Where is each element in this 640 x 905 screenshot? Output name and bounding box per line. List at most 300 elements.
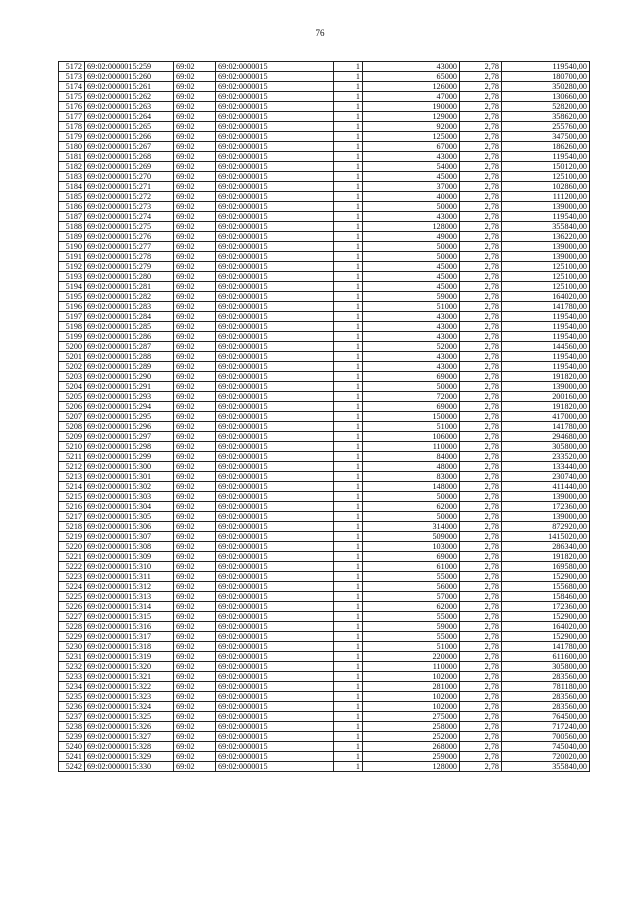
table-row	[59, 192, 590, 202]
cell-quarter-code: 69:02:0000015	[216, 192, 334, 202]
cell-area: 45000	[363, 282, 460, 292]
cell-row-index: 5179	[59, 132, 85, 142]
cell-row-index: 5241	[59, 752, 85, 762]
cell-rate: 2,78	[460, 432, 502, 442]
cell-cadastral-number: 69:02:0000015:308	[85, 542, 174, 552]
cell-cadastral-value: 347500,00	[502, 132, 590, 142]
cell-cadastral-value: 158460,00	[502, 592, 590, 602]
cell-row-index: 5192	[59, 262, 85, 272]
cell-quarter-code: 69:02:0000015	[216, 442, 334, 452]
cell-district-code: 69:02	[174, 202, 216, 212]
table-row	[59, 102, 590, 112]
cell-row-index: 5226	[59, 602, 85, 612]
cell-parcel-count: 1	[334, 512, 363, 522]
cell-row-index: 5205	[59, 392, 85, 402]
cell-area: 252000	[363, 732, 460, 742]
cell-area: 72000	[363, 392, 460, 402]
cell-row-index: 5207	[59, 412, 85, 422]
cell-area: 69000	[363, 372, 460, 382]
cell-cadastral-number: 69:02:0000015:321	[85, 672, 174, 682]
cell-row-index: 5230	[59, 642, 85, 652]
cell-rate: 2,78	[460, 562, 502, 572]
cell-rate: 2,78	[460, 362, 502, 372]
table-row	[59, 652, 590, 662]
cell-parcel-count: 1	[334, 472, 363, 482]
cell-area: 50000	[363, 382, 460, 392]
cell-quarter-code: 69:02:0000015	[216, 242, 334, 252]
cell-cadastral-number: 69:02:0000015:288	[85, 352, 174, 362]
cell-cadastral-number: 69:02:0000015:278	[85, 252, 174, 262]
cell-row-index: 5215	[59, 492, 85, 502]
cell-area: 102000	[363, 672, 460, 682]
cell-rate: 2,78	[460, 142, 502, 152]
cell-quarter-code: 69:02:0000015	[216, 632, 334, 642]
cell-row-index: 5233	[59, 672, 85, 682]
cell-rate: 2,78	[460, 222, 502, 232]
cell-quarter-code: 69:02:0000015	[216, 532, 334, 542]
cell-cadastral-number: 69:02:0000015:282	[85, 292, 174, 302]
cell-parcel-count: 1	[334, 592, 363, 602]
table-row	[59, 692, 590, 702]
cell-cadastral-value: 294680,00	[502, 432, 590, 442]
table-row	[59, 342, 590, 352]
cell-cadastral-number: 69:02:0000015:301	[85, 472, 174, 482]
cell-parcel-count: 1	[334, 402, 363, 412]
cell-rate: 2,78	[460, 622, 502, 632]
cell-parcel-count: 1	[334, 182, 363, 192]
cell-rate: 2,78	[460, 672, 502, 682]
table-row	[59, 322, 590, 332]
cell-quarter-code: 69:02:0000015	[216, 332, 334, 342]
cell-cadastral-number: 69:02:0000015:267	[85, 142, 174, 152]
cell-cadastral-number: 69:02:0000015:299	[85, 452, 174, 462]
cell-cadastral-value: 119540,00	[502, 312, 590, 322]
cell-area: 55000	[363, 632, 460, 642]
table-row	[59, 362, 590, 372]
table-row	[59, 592, 590, 602]
cell-cadastral-value: 152900,00	[502, 572, 590, 582]
cell-cadastral-number: 69:02:0000015:266	[85, 132, 174, 142]
cell-area: 43000	[363, 312, 460, 322]
cell-cadastral-value: 111200,00	[502, 192, 590, 202]
cell-cadastral-value: 355840,00	[502, 762, 590, 772]
cell-parcel-count: 1	[334, 112, 363, 122]
cell-cadastral-value: 191820,00	[502, 402, 590, 412]
cell-rate: 2,78	[460, 232, 502, 242]
cell-area: 51000	[363, 422, 460, 432]
cell-row-index: 5177	[59, 112, 85, 122]
cell-district-code: 69:02	[174, 512, 216, 522]
cell-cadastral-value: 528200,00	[502, 102, 590, 112]
cell-cadastral-value: 700560,00	[502, 732, 590, 742]
cell-row-index: 5200	[59, 342, 85, 352]
cell-district-code: 69:02	[174, 542, 216, 552]
cell-rate: 2,78	[460, 132, 502, 142]
cell-cadastral-value: 191820,00	[502, 372, 590, 382]
table-row	[59, 552, 590, 562]
cell-quarter-code: 69:02:0000015	[216, 182, 334, 192]
cell-cadastral-value: 717240,00	[502, 722, 590, 732]
cell-area: 509000	[363, 532, 460, 542]
cell-row-index: 5197	[59, 312, 85, 322]
cell-rate: 2,78	[460, 712, 502, 722]
cell-row-index: 5199	[59, 332, 85, 342]
cell-row-index: 5231	[59, 652, 85, 662]
cell-quarter-code: 69:02:0000015	[216, 612, 334, 622]
cell-row-index: 5219	[59, 532, 85, 542]
cell-area: 50000	[363, 202, 460, 212]
cell-cadastral-value: 230740,00	[502, 472, 590, 482]
cell-cadastral-value: 139000,00	[502, 512, 590, 522]
cell-row-index: 5198	[59, 322, 85, 332]
cell-rate: 2,78	[460, 542, 502, 552]
table-row	[59, 62, 590, 72]
cell-area: 57000	[363, 592, 460, 602]
cell-district-code: 69:02	[174, 462, 216, 472]
cell-row-index: 5203	[59, 372, 85, 382]
cell-rate: 2,78	[460, 372, 502, 382]
cell-quarter-code: 69:02:0000015	[216, 172, 334, 182]
cell-area: 52000	[363, 342, 460, 352]
cell-parcel-count: 1	[334, 132, 363, 142]
cell-area: 83000	[363, 472, 460, 482]
cell-parcel-count: 1	[334, 682, 363, 692]
cell-row-index: 5239	[59, 732, 85, 742]
cell-quarter-code: 69:02:0000015	[216, 602, 334, 612]
table-row	[59, 482, 590, 492]
cell-area: 45000	[363, 272, 460, 282]
cell-quarter-code: 69:02:0000015	[216, 112, 334, 122]
cell-cadastral-number: 69:02:0000015:303	[85, 492, 174, 502]
table-row	[59, 762, 590, 772]
table-row	[59, 372, 590, 382]
cell-rate: 2,78	[460, 502, 502, 512]
table-row	[59, 162, 590, 172]
cell-district-code: 69:02	[174, 502, 216, 512]
cell-cadastral-number: 69:02:0000015:319	[85, 652, 174, 662]
cell-quarter-code: 69:02:0000015	[216, 142, 334, 152]
cell-quarter-code: 69:02:0000015	[216, 412, 334, 422]
cell-rate: 2,78	[460, 602, 502, 612]
cell-area: 92000	[363, 122, 460, 132]
cell-district-code: 69:02	[174, 162, 216, 172]
cell-cadastral-number: 69:02:0000015:298	[85, 442, 174, 452]
table-row	[59, 422, 590, 432]
cell-cadastral-number: 69:02:0000015:281	[85, 282, 174, 292]
cell-quarter-code: 69:02:0000015	[216, 232, 334, 242]
table-row	[59, 352, 590, 362]
cell-area: 190000	[363, 102, 460, 112]
cell-cadastral-number: 69:02:0000015:283	[85, 302, 174, 312]
cell-parcel-count: 1	[334, 162, 363, 172]
cell-area: 43000	[363, 332, 460, 342]
cell-cadastral-value: 720020,00	[502, 752, 590, 762]
table-row	[59, 752, 590, 762]
table-row	[59, 562, 590, 572]
table-row	[59, 232, 590, 242]
cell-cadastral-number: 69:02:0000015:304	[85, 502, 174, 512]
table-row	[59, 132, 590, 142]
cell-quarter-code: 69:02:0000015	[216, 472, 334, 482]
cell-parcel-count: 1	[334, 152, 363, 162]
cell-cadastral-number: 69:02:0000015:295	[85, 412, 174, 422]
cell-quarter-code: 69:02:0000015	[216, 542, 334, 552]
cell-district-code: 69:02	[174, 132, 216, 142]
cell-quarter-code: 69:02:0000015	[216, 212, 334, 222]
table-row	[59, 402, 590, 412]
cell-parcel-count: 1	[334, 142, 363, 152]
cell-cadastral-value: 125100,00	[502, 282, 590, 292]
cell-cadastral-number: 69:02:0000015:329	[85, 752, 174, 762]
cell-rate: 2,78	[460, 312, 502, 322]
cell-cadastral-value: 119540,00	[502, 322, 590, 332]
cell-cadastral-number: 69:02:0000015:302	[85, 482, 174, 492]
cell-cadastral-number: 69:02:0000015:287	[85, 342, 174, 352]
cell-parcel-count: 1	[334, 342, 363, 352]
table-row	[59, 732, 590, 742]
cell-parcel-count: 1	[334, 202, 363, 212]
cell-district-code: 69:02	[174, 432, 216, 442]
cell-quarter-code: 69:02:0000015	[216, 272, 334, 282]
cell-rate: 2,78	[460, 532, 502, 542]
cell-rate: 2,78	[460, 722, 502, 732]
cell-row-index: 5201	[59, 352, 85, 362]
table-row	[59, 672, 590, 682]
cell-district-code: 69:02	[174, 352, 216, 362]
cell-district-code: 69:02	[174, 252, 216, 262]
cell-rate: 2,78	[460, 352, 502, 362]
cell-area: 128000	[363, 222, 460, 232]
cell-row-index: 5202	[59, 362, 85, 372]
cell-cadastral-number: 69:02:0000015:327	[85, 732, 174, 742]
cell-cadastral-number: 69:02:0000015:311	[85, 572, 174, 582]
cell-quarter-code: 69:02:0000015	[216, 152, 334, 162]
cell-district-code: 69:02	[174, 402, 216, 412]
cell-quarter-code: 69:02:0000015	[216, 652, 334, 662]
cell-rate: 2,78	[460, 682, 502, 692]
cell-cadastral-number: 69:02:0000015:316	[85, 622, 174, 632]
cell-cadastral-number: 69:02:0000015:309	[85, 552, 174, 562]
cell-area: 50000	[363, 492, 460, 502]
cell-row-index: 5222	[59, 562, 85, 572]
table-row	[59, 72, 590, 82]
cell-rate: 2,78	[460, 552, 502, 562]
cell-row-index: 5208	[59, 422, 85, 432]
cell-row-index: 5211	[59, 452, 85, 462]
cell-quarter-code: 69:02:0000015	[216, 362, 334, 372]
cell-cadastral-value: 417000,00	[502, 412, 590, 422]
cell-cadastral-number: 69:02:0000015:280	[85, 272, 174, 282]
cell-parcel-count: 1	[334, 352, 363, 362]
cell-district-code: 69:02	[174, 312, 216, 322]
cell-area: 314000	[363, 522, 460, 532]
cell-parcel-count: 1	[334, 222, 363, 232]
cell-quarter-code: 69:02:0000015	[216, 682, 334, 692]
cell-area: 45000	[363, 172, 460, 182]
cell-row-index: 5224	[59, 582, 85, 592]
table-row	[59, 722, 590, 732]
cell-rate: 2,78	[460, 392, 502, 402]
cell-district-code: 69:02	[174, 182, 216, 192]
cell-parcel-count: 1	[334, 582, 363, 592]
cadastral-value-table	[58, 61, 590, 772]
cell-row-index: 5223	[59, 572, 85, 582]
cell-area: 49000	[363, 232, 460, 242]
cell-quarter-code: 69:02:0000015	[216, 72, 334, 82]
cell-cadastral-value: 305800,00	[502, 662, 590, 672]
cell-row-index: 5195	[59, 292, 85, 302]
table-row	[59, 632, 590, 642]
cell-parcel-count: 1	[334, 732, 363, 742]
cell-cadastral-number: 69:02:0000015:268	[85, 152, 174, 162]
cell-cadastral-number: 69:02:0000015:270	[85, 172, 174, 182]
cell-row-index: 5216	[59, 502, 85, 512]
cell-area: 150000	[363, 412, 460, 422]
cell-row-index: 5184	[59, 182, 85, 192]
cell-quarter-code: 69:02:0000015	[216, 202, 334, 212]
cell-area: 55000	[363, 572, 460, 582]
cell-area: 129000	[363, 112, 460, 122]
cell-rate: 2,78	[460, 422, 502, 432]
cell-rate: 2,78	[460, 752, 502, 762]
cell-cadastral-number: 69:02:0000015:317	[85, 632, 174, 642]
cell-parcel-count: 1	[334, 322, 363, 332]
cell-row-index: 5194	[59, 282, 85, 292]
cell-quarter-code: 69:02:0000015	[216, 732, 334, 742]
cell-cadastral-value: 164020,00	[502, 292, 590, 302]
cell-district-code: 69:02	[174, 622, 216, 632]
cell-row-index: 5186	[59, 202, 85, 212]
cell-row-index: 5172	[59, 62, 85, 72]
cell-rate: 2,78	[460, 192, 502, 202]
cell-row-index: 5193	[59, 272, 85, 282]
cell-cadastral-value: 119540,00	[502, 152, 590, 162]
cell-parcel-count: 1	[334, 252, 363, 262]
cell-quarter-code: 69:02:0000015	[216, 122, 334, 132]
table-row	[59, 502, 590, 512]
cell-rate: 2,78	[460, 92, 502, 102]
cell-cadastral-value: 186260,00	[502, 142, 590, 152]
cell-cadastral-value: 119540,00	[502, 362, 590, 372]
cell-district-code: 69:02	[174, 172, 216, 182]
cell-district-code: 69:02	[174, 382, 216, 392]
page-number: 76	[315, 28, 325, 38]
cell-cadastral-value: 125100,00	[502, 172, 590, 182]
cell-area: 275000	[363, 712, 460, 722]
cell-parcel-count: 1	[334, 652, 363, 662]
cell-quarter-code: 69:02:0000015	[216, 262, 334, 272]
cell-row-index: 5227	[59, 612, 85, 622]
cell-area: 103000	[363, 542, 460, 552]
cell-quarter-code: 69:02:0000015	[216, 592, 334, 602]
cell-row-index: 5188	[59, 222, 85, 232]
cell-row-index: 5229	[59, 632, 85, 642]
cell-rate: 2,78	[460, 262, 502, 272]
table-row	[59, 642, 590, 652]
cell-parcel-count: 1	[334, 382, 363, 392]
cell-cadastral-number: 69:02:0000015:263	[85, 102, 174, 112]
cell-district-code: 69:02	[174, 482, 216, 492]
table-row	[59, 742, 590, 752]
cell-district-code: 69:02	[174, 472, 216, 482]
cell-area: 65000	[363, 72, 460, 82]
cell-cadastral-value: 139000,00	[502, 492, 590, 502]
cell-cadastral-number: 69:02:0000015:305	[85, 512, 174, 522]
cell-area: 43000	[363, 362, 460, 372]
cell-rate: 2,78	[460, 82, 502, 92]
table-row	[59, 412, 590, 422]
cell-cadastral-value: 139000,00	[502, 242, 590, 252]
cell-area: 47000	[363, 92, 460, 102]
cell-district-code: 69:02	[174, 302, 216, 312]
cell-quarter-code: 69:02:0000015	[216, 452, 334, 462]
cell-parcel-count: 1	[334, 72, 363, 82]
cell-quarter-code: 69:02:0000015	[216, 302, 334, 312]
cell-parcel-count: 1	[334, 622, 363, 632]
cell-row-index: 5183	[59, 172, 85, 182]
cell-parcel-count: 1	[334, 492, 363, 502]
cell-parcel-count: 1	[334, 172, 363, 182]
table-row	[59, 252, 590, 262]
cell-row-index: 5196	[59, 302, 85, 312]
cell-area: 43000	[363, 152, 460, 162]
cell-parcel-count: 1	[334, 452, 363, 462]
cell-parcel-count: 1	[334, 542, 363, 552]
cell-rate: 2,78	[460, 492, 502, 502]
cell-rate: 2,78	[460, 512, 502, 522]
cell-district-code: 69:02	[174, 242, 216, 252]
cell-cadastral-number: 69:02:0000015:296	[85, 422, 174, 432]
cell-district-code: 69:02	[174, 692, 216, 702]
cell-district-code: 69:02	[174, 712, 216, 722]
cell-district-code: 69:02	[174, 582, 216, 592]
cell-parcel-count: 1	[334, 292, 363, 302]
cell-parcel-count: 1	[334, 122, 363, 132]
cell-rate: 2,78	[460, 242, 502, 252]
cell-quarter-code: 69:02:0000015	[216, 352, 334, 362]
cell-cadastral-value: 1415020,00	[502, 532, 590, 542]
cell-cadastral-value: 119540,00	[502, 332, 590, 342]
cell-quarter-code: 69:02:0000015	[216, 672, 334, 682]
cell-cadastral-number: 69:02:0000015:330	[85, 762, 174, 772]
cell-rate: 2,78	[460, 612, 502, 622]
table-row	[59, 522, 590, 532]
cell-row-index: 5232	[59, 662, 85, 672]
table-row	[59, 302, 590, 312]
cell-parcel-count: 1	[334, 752, 363, 762]
cell-quarter-code: 69:02:0000015	[216, 322, 334, 332]
cell-rate: 2,78	[460, 122, 502, 132]
cell-quarter-code: 69:02:0000015	[216, 162, 334, 172]
cell-cadastral-number: 69:02:0000015:289	[85, 362, 174, 372]
table-row	[59, 272, 590, 282]
table-row	[59, 262, 590, 272]
cell-district-code: 69:02	[174, 232, 216, 242]
table-row	[59, 582, 590, 592]
cell-area: 55000	[363, 612, 460, 622]
cell-area: 54000	[363, 162, 460, 172]
cell-parcel-count: 1	[334, 92, 363, 102]
cell-district-code: 69:02	[174, 372, 216, 382]
cell-cadastral-number: 69:02:0000015:277	[85, 242, 174, 252]
cell-cadastral-number: 69:02:0000015:315	[85, 612, 174, 622]
cell-rate: 2,78	[460, 112, 502, 122]
cell-parcel-count: 1	[334, 672, 363, 682]
cell-district-code: 69:02	[174, 272, 216, 282]
cell-parcel-count: 1	[334, 192, 363, 202]
cell-cadastral-value: 872920,00	[502, 522, 590, 532]
table-row	[59, 702, 590, 712]
